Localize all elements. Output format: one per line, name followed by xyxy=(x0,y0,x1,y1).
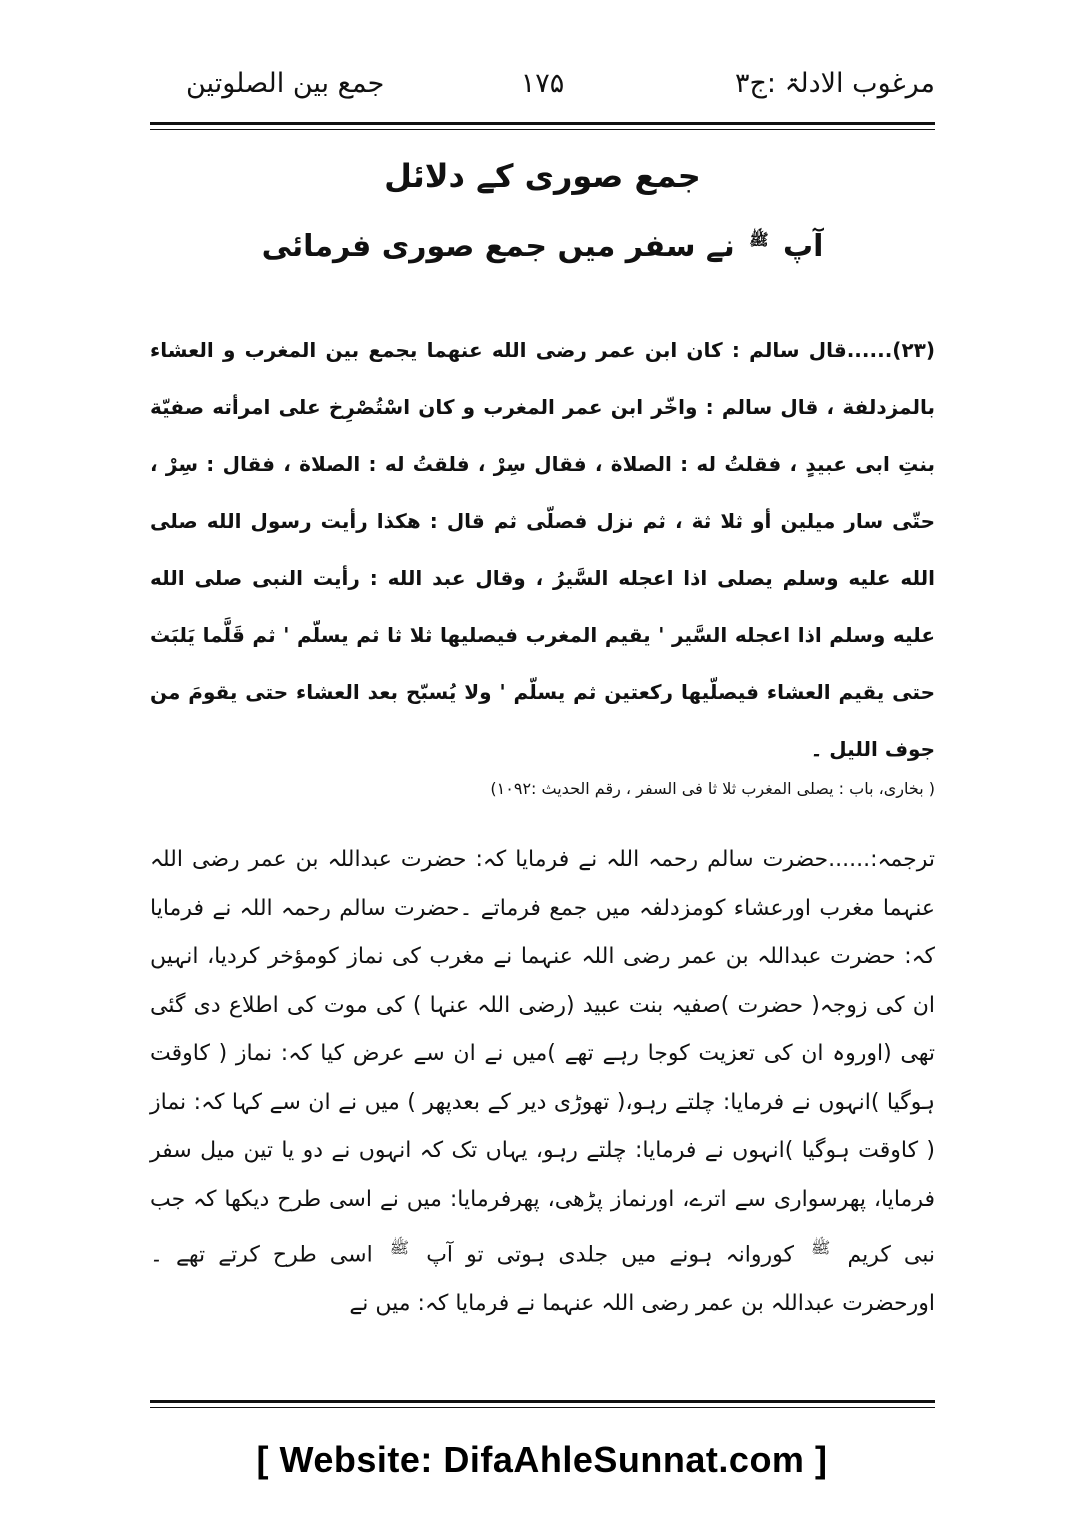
running-header xyxy=(150,60,935,112)
honorific-mark-2: ﷺ xyxy=(389,1238,410,1257)
honorific-mark: ﷺ xyxy=(749,230,769,249)
section-title: جمع صوری کے دلائل xyxy=(384,157,701,195)
page-number: ۱۷۵ xyxy=(520,68,565,99)
subtitle-before: آپ xyxy=(783,229,824,264)
hadith-number: (۲۳) xyxy=(892,338,935,362)
hadith-reference: ( بخارى، باب : يصلى المغرب ثلا ثا فى السفر ، رقم الحديث :۱۰۹۲) xyxy=(490,779,935,798)
translation-part-3: اسی طرح کرتے تھے ۔اورحضرت عبداللہ بن عمر رضی اللہ عنہما نے فرمایا کہ: میں نے xyxy=(150,1242,935,1316)
header-divider xyxy=(150,122,935,125)
book-title: مرغوب الادلۃ :ج۳ xyxy=(734,68,935,99)
hadith-arabic-text xyxy=(150,322,935,778)
chapter-title: جمع بین الصلوتین xyxy=(186,68,385,99)
section-subtitle xyxy=(150,212,935,275)
subtitle-after: نے سفر میں جمع صوری فرمائی xyxy=(261,229,735,264)
translation-part-1: ترجمہ:......حضرت سالم رحمہ اللہ نے فرمایا کہ: حضرت عبداللہ بن عمر رضی اللہ عنہما مغرب اورعشاء کومزدلفہ میں جمع فرماتے ۔حضرت سالم رحمہ اللہ نے فرمایا کہ: حضرت عبداللہ بن عمر رضی اللہ عنہما نے مغرب کی نماز کومؤخر کردیا، انہیں ان کی زوجہ( حضرت )صفیہ بنت عبید (رضی اللہ عنہا ) کی موت کی اطلاع دی گئی تھی (اوروہ ان کی تعزیت کوجا رہے تھے )میں نے ان سے عرض کیا کہ: نماز ( کاوقت ہوگیا )انہوں نے فرمایا: چلتے رہو،( تھوڑی دیر کے بعدپھر ) میں نے ان سے کہا کہ: نماز ( کاوقت ہوگیا )انہوں نے فرمایا: چلتے رہو، یہاں تک کہ انہوں نے دو یا تین میل سفر فرمایا، پھرسواری سے اترے، اورنماز پڑھی، پھرفرمایا: میں نے اسی طرح دیکھا کہ جب نبی کریم xyxy=(150,847,935,1268)
footer-divider xyxy=(150,1400,935,1403)
translation-part-2: کوروانہ ہونے میں جلدی ہوتی تو آپ xyxy=(426,1242,794,1268)
urdu-translation xyxy=(150,836,935,1328)
section-headings xyxy=(150,148,935,275)
honorific-mark-1: ﷺ xyxy=(811,1238,831,1257)
website-banner: [ Website: DifaAhleSunnat.com ] xyxy=(256,1439,828,1480)
hadith-body: ......قال سالم : كان ابن عمر رضى الله عنهما يجمع بين المغرب و العشاء بالمزدلفة ، قال سالم : واخّر ابن عمر المغرب و كان اسْتُصْرِخ على امرأته صفيّة بنتِ ابى عبيدٍ ، فقلتُ له : الصلاة ، فقال سِرْ ، فلقتُ له : الصلاة ، فقال : سِرْ ، حتّى سار ميلين أو ثلا ثة ، ثم نزل فصلّى ثم قال : هكذا رأيت رسول الله صلى الله عليه وسلم يصلى اذا اعجله السَّيرُ ، وقال عبد الله : رأيت النبى صلى الله عليه وسلم اذا اعجله السَّير ' يقيم المغرب فيصليها ثلا ثا ثم يسلّم ' ثم قَلَّما يَلبَث حتى يقيم العشاء فيصلّيها ركعتين ثم يسلّم ' ولا يُسبّح بعد العشاء حتى يقومَ من جوف الليل ۔ xyxy=(150,338,935,761)
